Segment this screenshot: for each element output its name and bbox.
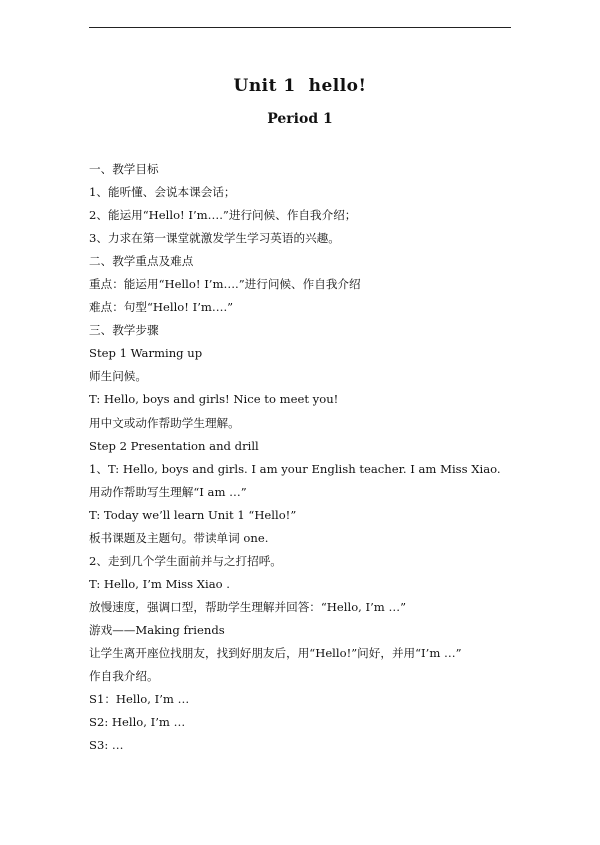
body-line: T: Hello, I’m Miss Xiao .: [89, 576, 230, 591]
body-line: 用动作帮助写生理解“I am …”: [89, 484, 247, 499]
body-line: 用中文或动作帮助学生理解。: [89, 415, 240, 430]
section-heading-key-points: 二、教学重点及难点: [89, 254, 194, 269]
body-line: 师生问候。: [89, 369, 147, 384]
body-line: 板书课题及主题句。带读单词 one.: [89, 530, 269, 545]
body-line: T: Today we’ll learn Unit 1 “Hello!”: [89, 507, 297, 522]
section-heading-steps: 三、教学步骤: [89, 323, 159, 338]
step-2-heading: Step 2 Presentation and drill: [89, 438, 259, 453]
body-line: T: Hello, boys and girls! Nice to meet you!: [89, 392, 339, 407]
body-line: 作自我介绍。: [89, 669, 159, 684]
difficult-point: 难点：句型“Hello! I’m….”: [89, 300, 234, 315]
key-point: 重点：能运用“Hello! I’m….”进行问候、作自我介绍: [89, 277, 361, 292]
header-rule: [89, 27, 511, 28]
step-1-heading: Step 1 Warming up: [89, 346, 203, 361]
section-heading-objectives: 一、教学目标: [89, 162, 159, 176]
objective-item-1: 1、能听懂、会说本课会话；: [89, 185, 236, 200]
dialogue-line: S3: …: [89, 738, 124, 753]
objective-item-2: 2、能运用“Hello! I’m….”进行问候、作自我介绍；: [89, 208, 357, 223]
lesson-body: [89, 158, 519, 757]
dialogue-line: S1：Hello, I’m …: [89, 692, 190, 707]
body-line: 2、走到几个学生面前并与之打招呼。: [89, 553, 282, 568]
document-subtitle: Period 1: [267, 111, 333, 127]
body-line: 1、T: Hello, boys and girls. I am your English teacher. I am Miss Xiao.: [89, 461, 501, 476]
body-line: 放慢速度，强调口型，帮助学生理解并回答：“Hello, I’m …”: [89, 599, 407, 614]
objective-item-3: 3、力求在第一课堂就激发学生学习英语的兴趣。: [89, 231, 340, 246]
body-line: 让学生离开座位找朋友，找到好朋友后，用“Hello!”问好，并用“I’m …”: [89, 645, 462, 660]
document-title: Unit 1 hello!: [233, 76, 367, 96]
dialogue-line: S2: Hello, I’m …: [89, 715, 186, 730]
game-heading: 游戏——Making friends: [89, 622, 225, 637]
